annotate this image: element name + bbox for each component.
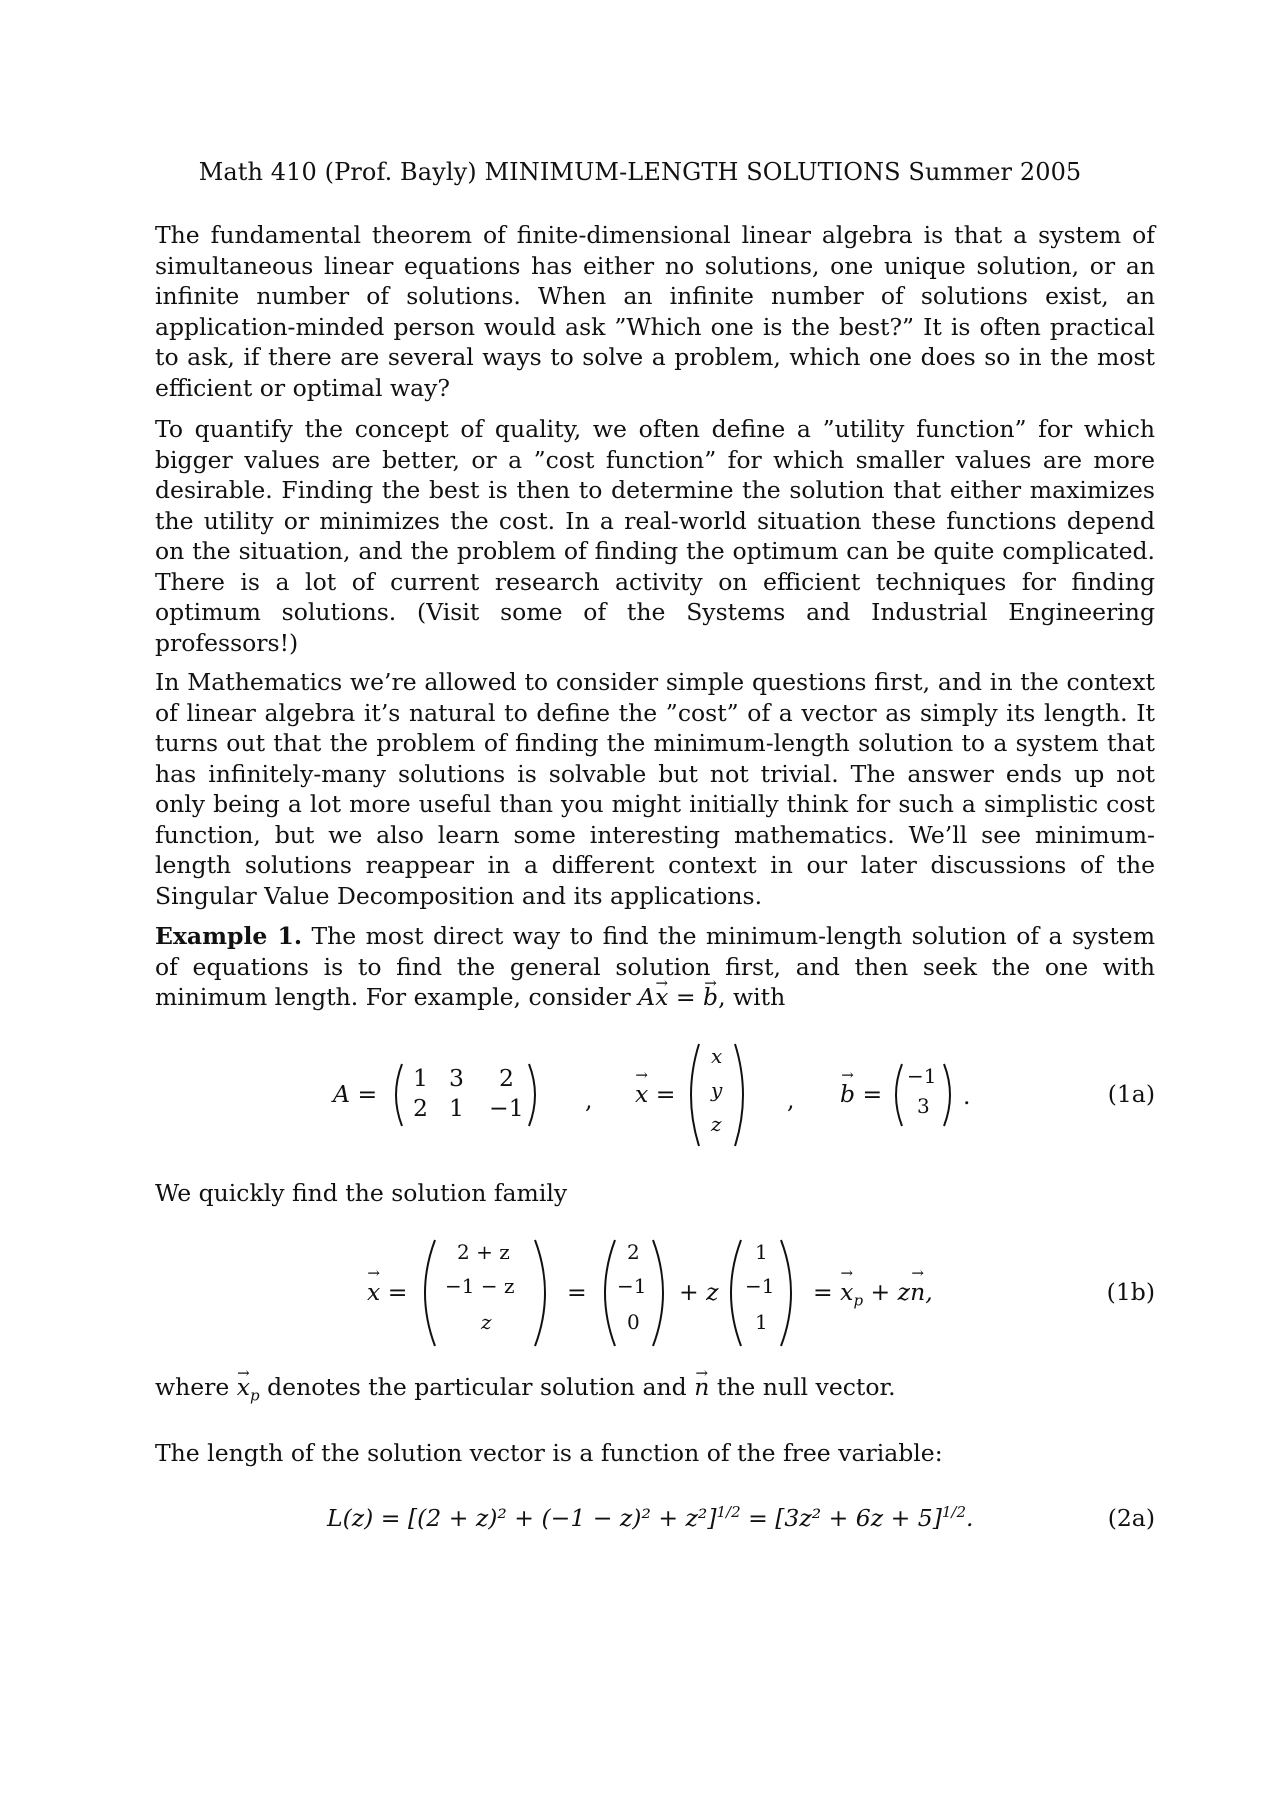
equals-sign: = (567, 1278, 587, 1306)
left-paren-icon (417, 1238, 437, 1348)
left-paren-icon (685, 1042, 701, 1148)
right-paren-icon (733, 1042, 749, 1148)
paragraph-utility: To quantify the concept of quality, we often define a ”utility function” for which bigger values are better, or a ”cost function” for which smaller values are more desirable. Finding the best is then to determine the solution that either maximizes the utility or minimizes the cost. In a real-world situation these functions depend on the situation, and the problem of finding the optimum can be quite complicated. There is a lot of current research activity on efficient techniques for finding optimum solutions. (Visit some of the Systems and Industrial Engineering professors!) (155, 415, 1155, 657)
page-header: Math 410 (Prof. Bayly) MINIMUM-LENGTH SOLUTIONS Summer 2005 (198, 158, 1082, 186)
right-paren-icon (779, 1238, 799, 1348)
left-paren-icon (723, 1238, 743, 1348)
col1-cell: −1 − z (445, 1274, 515, 1298)
paragraph-length: The length of the solution vector is a function of the free variable: (155, 1439, 943, 1467)
left-paren-icon (597, 1238, 617, 1348)
left-paren-icon (388, 1062, 404, 1128)
separator-comma: , (585, 1086, 593, 1114)
equation-2a (155, 1500, 1155, 1540)
equation-number-1a: (1a) (1107, 1080, 1155, 1108)
length-function: $L(z) = [(2 + z)^2 + (-1 - z)^2 + z^2]^{1/2} = [3z^2 + 6z + 5]^{1/2}$. (327, 1503, 974, 1532)
solution-rhs: = → $x_p + z\to n$, (813, 1278, 933, 1306)
col2-cell: 2 (627, 1240, 640, 1264)
col2-cell: −1 (617, 1274, 647, 1298)
right-paren-icon (533, 1238, 553, 1348)
vector-b-cell: 3 (917, 1094, 930, 1118)
paragraph-solution-family: We quickly find the solution family (155, 1179, 568, 1207)
vector-x-cell: z (711, 1112, 722, 1136)
matrix-a-cell: 2 (499, 1064, 514, 1092)
equation-number-1b: (1b) (1106, 1278, 1155, 1306)
equation-1a (155, 1044, 1155, 1140)
col1-cell: z (481, 1310, 492, 1334)
paragraph-intro: The fundamental theorem of finite-dimensional linear algebra is that a system of simultaneous linear equations has either no solutions, one unique solution, or an infinite number of solutions. When an infinite number of solutions exist, an application-minded person would ask ”Which one is the best?” It is often practical to ask, if there are several ways to solve a problem, which one does so in the most efficient or optimal way? (155, 221, 1155, 402)
paragraph-mathematics: In Mathematics we’re allowed to consider simple questions first, and in the context of linear algebra it’s natural to define the ”cost” of a vector as simply its length. It turns out that the problem of finding the minimum-length solution to a system that has infinitely-many solutions is solvable but not trivial. The answer ends up not only being a lot more useful than you might initially think for such a simplistic cost function, but we also learn some interesting mathematics. We’ll see minimum-length solutions reappear in a different context in our later discussions of the Singular Value Decomposition and its applications. (155, 668, 1155, 910)
example-equation: A→ x = → b (638, 983, 718, 1011)
example-text: The most direct way to find the minimum-length solution of a system of equations is to find the general solution first, and then seek the one with minimum length. For example, consider (155, 922, 1155, 1011)
right-paren-icon (942, 1062, 958, 1128)
left-paren-icon (888, 1062, 904, 1128)
vector-x-label: → x = (635, 1080, 675, 1108)
paragraph-where: where → $x_p$ denotes the particular solution and → n the null vector. (155, 1372, 1155, 1403)
col2-cell: 0 (627, 1310, 640, 1334)
matrix-a-cell: 1 (449, 1094, 464, 1122)
separator-comma: , (787, 1086, 795, 1114)
right-paren-icon (651, 1238, 671, 1348)
matrix-a-label: A = (333, 1080, 378, 1108)
period: . (963, 1082, 971, 1110)
col3-cell: 1 (755, 1310, 768, 1334)
col1-cell: 2 + z (457, 1240, 510, 1264)
matrix-a-cell: 2 (413, 1094, 428, 1122)
matrix-a-cell: 3 (449, 1064, 464, 1092)
plus-z: + z (679, 1278, 719, 1306)
vector-x-cell: y (711, 1078, 723, 1102)
example-label: Example 1. (155, 922, 303, 950)
vector-b-cell: −1 (907, 1064, 937, 1088)
example-with: , with (718, 983, 786, 1011)
equation-number-2a: (2a) (1107, 1504, 1155, 1532)
matrix-a-cell: 1 (413, 1064, 428, 1092)
vector-b-label: → b = (840, 1080, 882, 1108)
col3-cell: −1 (745, 1274, 775, 1298)
paragraph-example-1 (155, 921, 1155, 1013)
solution-lhs: → x = (367, 1278, 407, 1306)
equation-1b (155, 1230, 1155, 1360)
col3-cell: 1 (755, 1240, 768, 1264)
right-paren-icon (527, 1062, 543, 1128)
vector-x-cell: x (711, 1044, 723, 1068)
matrix-a-cell: −1 (489, 1094, 524, 1122)
